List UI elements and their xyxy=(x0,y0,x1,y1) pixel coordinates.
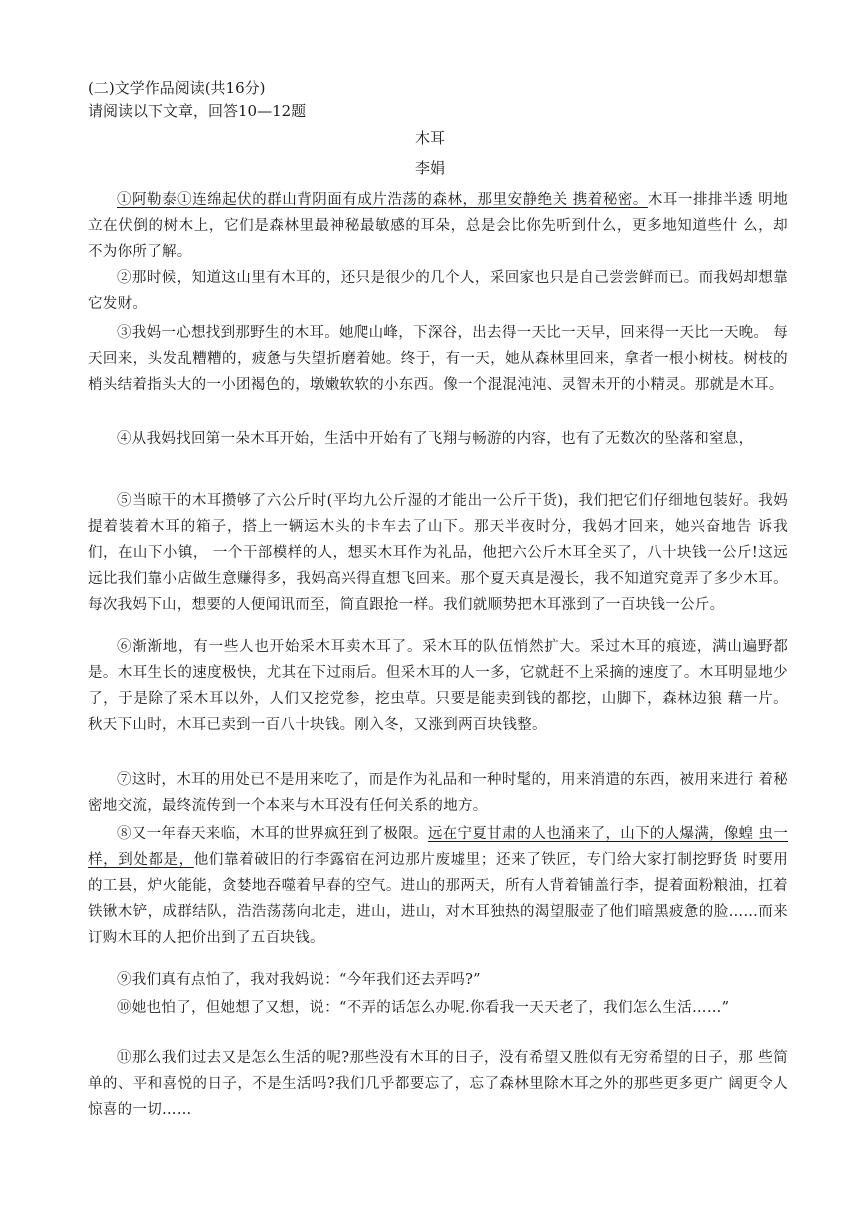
paragraph-8-rest: 他们靠着破旧的行李露宿在河边那片废墟里；还来了铁匠，专门给大家打制挖野货 时要用的工县，炉火能能，贪婪地吞噬着早春的空气。进山的那两天，所有人背着铺盖行李，提着面粉粮油，扛着铁锹木铲，成群结队，浩浩荡荡向北走，进山，进山，对木耳独热的渴望服壶了他们暗黑疲惫的脸……而来订购木耳的人把价出到了五百块钱。 xyxy=(88,852,788,946)
article-author: 李娟 xyxy=(414,159,445,177)
paragraph-6: ⑥渐渐地，有一些人也开始采木耳卖木耳了。采木耳的队伍悄然扩大。采过木耳的痕迹，满山遍野都是。木耳生长的速度极快，尤其在下过雨后。但采木耳的人一多，它就赶不上采摘的速度了。木耳明显地少了，于是除了采木耳以外，人们又挖党参，挖虫草。只要是能卖到钱的都挖，山脚下，森林边狼 藉一片。秋天下山时，木耳已卖到一百八十块钱。刚入冬，又涨到两百块钱整。 xyxy=(88,639,788,733)
question-instruction: 请阅读以下文章，回答10—12题 xyxy=(88,102,307,120)
paragraph-1-rest: 木耳一排排半透 明地立在伏倒的树木上，它们是森林里最神秘最敏感的耳朵，总是会比你先听到什么，更多地知道些什 么，却不为你所了解。 xyxy=(88,192,789,260)
paragraph-2: ②那时候，知道这山里有木耳的，还只是很少的几个人，采回家也只是自己尝尝鲜而已。而我妈却想靠它发财。 xyxy=(88,270,788,312)
paragraph-10: ⑩她也怕了，但她想了又想，说：“不弄的话怎么办呢.你看我一天天老了，我们怎么生活……” xyxy=(117,1000,730,1016)
paragraph-1 xyxy=(88,187,788,265)
paragraph-7: ⑦这时，木耳的用处已不是用来吃了，而是作为礼品和一种时髦的，用来消遣的东西，被用来进行 着秘密地交流，最终流传到一个本来与木耳没有任何关系的地方。 xyxy=(88,772,788,814)
paragraph-8-start: ⑧又一年春天来临，木耳的世界疯狂到了极限。 xyxy=(117,826,428,842)
section-heading: (二)文学作品阅读(共16分) xyxy=(88,79,266,97)
paragraph-1-underlined: ①阿勒泰①连绵起伏的群山背阴面有成片浩荡的森林，那里安静绝关 携着秘密。 xyxy=(117,192,648,208)
paragraph-9: ⑨我们真有点怕了，我对我妈说：“今年我们还去弄吗?” xyxy=(117,972,481,988)
article-title: 木耳 xyxy=(414,129,445,147)
paragraph-3: ③我妈一心想找到那野生的木耳。她爬山峰，下深谷，出去得一天比一天早，回来得一天比一天晚。 每天回来，头发乱糟糟的，疲惫与失望折磨着她。终于，有一天，她从森林里回来，拿者一根小树枝。树枝的梢头结着指头大的一小团褐色的，墩嫩软软的小东西。像一个混混沌沌、灵智未开的小精灵。那就是木耳。 xyxy=(88,325,788,393)
paragraph-8 xyxy=(88,821,788,951)
paragraph-5: ⑤当晾干的木耳攒够了六公斤时(平均九公斤湿的才能出一公斤干货)，我们把它们仔细地包装好。我妈提着装着木耳的箱子，搭上一辆运木头的卡车去了山下。那天半夜时分，我妈才回来，她兴奋地告 诉我们，在山下小镇， 一个干部模样的人，想买木耳作为礼品，他把六公斤木耳全买了，八十块钱一公斤!这远远比我们靠小店做生意赚得多，我妈高兴得直想飞回来。那个夏天真是漫长，我不知道究竟弄了多少木耳。每次我妈下山，想要的人便闻讯而至，简直跟抢一样。我们就顺势把木耳涨到了一百块钱一公斤。 xyxy=(88,493,788,613)
paragraph-4: ④从我妈找回第一朵木耳开始，生活中开始有了飞翔与畅游的内容，也有了无数次的坠落和窒息， xyxy=(117,431,754,447)
paragraph-11: ⑪那么我们过去又是怎么生活的呢?那些没有木耳的日子，没有希望又胜似有无穷希望的日子，那 些简单的、平和喜悦的日子，不是生活吗?我们几乎都要忘了，忘了森林里除木耳之外的那些更多更广 阔更令人惊喜的一切…… xyxy=(88,1050,788,1118)
paragraph-8-underlined: 远在宁夏甘肃的人也涌来了，山下的人爆满，像蝗 虫一样，到处都是， xyxy=(88,826,788,868)
